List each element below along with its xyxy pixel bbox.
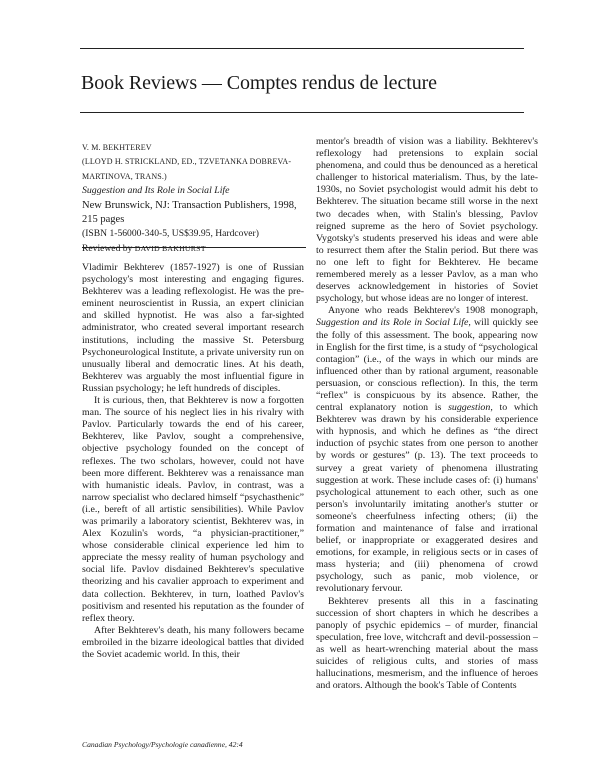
book-title: Suggestion and Its Role in Social Life (82, 185, 230, 197)
body-column-right (316, 136, 538, 692)
body-paragraph: After Bekhterev's death, his many followers became embroiled in the bizarre ideological battles that divided the Soviet academic world. In this, their (82, 624, 304, 660)
journal-footer: Canadian Psychology/Psychologie canadienne, 42:4 (82, 740, 243, 749)
review-header (82, 141, 306, 256)
section-title: Book Reviews — Comptes rendus de lecture (81, 72, 437, 94)
body-paragraph: mentor's breadth of vision was a liability. Bekhterev's reflexology had pretensions to explain social phenomena, and could thus be denounced as a heretical challenger to historical materialism. Thus, by the late-1930s, no Soviet psychologist would admit his debt to Bekhterev. The situation became still worse in the next two decades when, with Stalin's blessing, Pavlov reigned supreme as the hero of Soviet psychology. Vygotsky's students preserved his ideas and were able to resurrect them after the Stalin period. But there was no one left to fight for Bekhterev. He became remembered merely as a lesser Pavlov, as a man who deserves acknowledgement in histories of Soviet psychology, but whose ideas are no longer of interest. (316, 136, 538, 305)
book-author: V. M. BEKHTEREV (82, 143, 152, 152)
reviewer-line (82, 242, 306, 256)
body-paragraph: Vladimir Bekhterev (1857-1927) is one of Russian psychology's most interesting and engaging figures. Bekhterev was a leading reflexologist. He was the pre-eminent neuroscientist in Russia, an expert clinician and skilled hypnotist. He was also a far-sighted administrator, who created several important research institutions, including the massive St. Petersburg Psychoneurological Institute, a private university run on unusually liberal and democratic lines. At his death, Bekhterev was arguably the most influential figure in Russian psychology; he left hundreds of disciples. (82, 262, 304, 394)
book-editors-line-1: (LLOYD H. STRICKLAND, ED., TZVETANKA DOBREVA- (82, 157, 292, 167)
book-publisher: New Brunswick, NJ: Transaction Publishers, 1998, (82, 199, 297, 211)
body-column-left (82, 262, 304, 661)
top-rule (80, 48, 524, 49)
body-paragraph: Anyone who reads Bekhterev's 1908 monograph, Suggestion and its Role in Social Life, will quickly see the folly of this assessment. The book, appearing now in English for the first time, is a study of “psychological contagion” (i.e., of the ways in which our minds are influenced other than by rational argument, reasonable persuasion, or conscious reflection). In this, the term “reflex” is conspicuous by its absence. Rather, the central explanatory notion is suggestion, to which Bekhterev was drawn by his considerable experience with hypnosis, and which he defines as “the direct induction of psychic states from one person to another by words or gestures” (p. 13). The text proceeds to survey a great variety of phenomena illustrating suggestion at work. These include cases of: (i) humans' psychological attunement to each other, such as one person's involuntarily imitating another's stutter or someone's cheerfulness infecting others; (ii) the formation and maintenance of false and irrational belief, or inappropriate or exaggerated desires and emotions, for example, in religious sects or in cases of mass hysteria; and (iii) phenomena of crowd psychology, such as panic, mob violence, or revolutionary fervour. (316, 305, 538, 595)
body-paragraph: Bekhterev presents all this in a fascinating succession of short chapters in which he describes a panoply of psychic epidemics – of murder, financial speculation, free love, witchcraft and devil-possession – as well as heart-wrenching material about the mass suicides of religious cults, and stories of mass hallucinations, mesmerism, and the influence of heroes and orators. Although the book's Table of Contents (316, 595, 538, 692)
book-editors-line-2: MARTINOVA, TRANS.) (82, 171, 167, 181)
header-rule (82, 247, 306, 248)
reviewed-by-label: Reviewed by (82, 242, 135, 254)
term-suggestion: suggestion (448, 402, 491, 414)
book-isbn: (ISBN 1-56000-340-5, US$39.95, Hardcover) (82, 228, 259, 240)
book-title-inline: Suggestion and its Role in Social Life (316, 317, 469, 329)
book-pages: 215 pages (82, 213, 125, 225)
body-paragraph: It is curious, then, that Bekhterev is now a forgotten man. The source of his neglect lies in his rivalry with Pavlov. Particularly towards the end of his career, Bekhterev, like Pavlov, sought a comprehensive, objective psychology founded on the concept of reflexes. The two scholars, however, could not have been more different. Bekhterev was a renaissance man with humanistic ideals. Pavlov, in contrast, was a narrow specialist who declared himself “psychasthenic” (i.e., bereft of all artistic sensibilities). While Pavlov was primarily a laboratory scientist, Bekhterev was, in Alex Kozulin's words, “a physician-practitioner,” whose considerable clinical experience led him to appreciate the messy reality of human psychology and social life. Pavlov disdained Bekhterev's speculative theorizing and his cavalier approach to experiment and data collection. Bekhterev, in turn, loathed Pavlov's positivism and resented his reputation as the founder of reflex theory. (82, 395, 304, 624)
reviewer-name: DAVID BAKHURST (134, 243, 206, 253)
title-rule (80, 112, 524, 113)
